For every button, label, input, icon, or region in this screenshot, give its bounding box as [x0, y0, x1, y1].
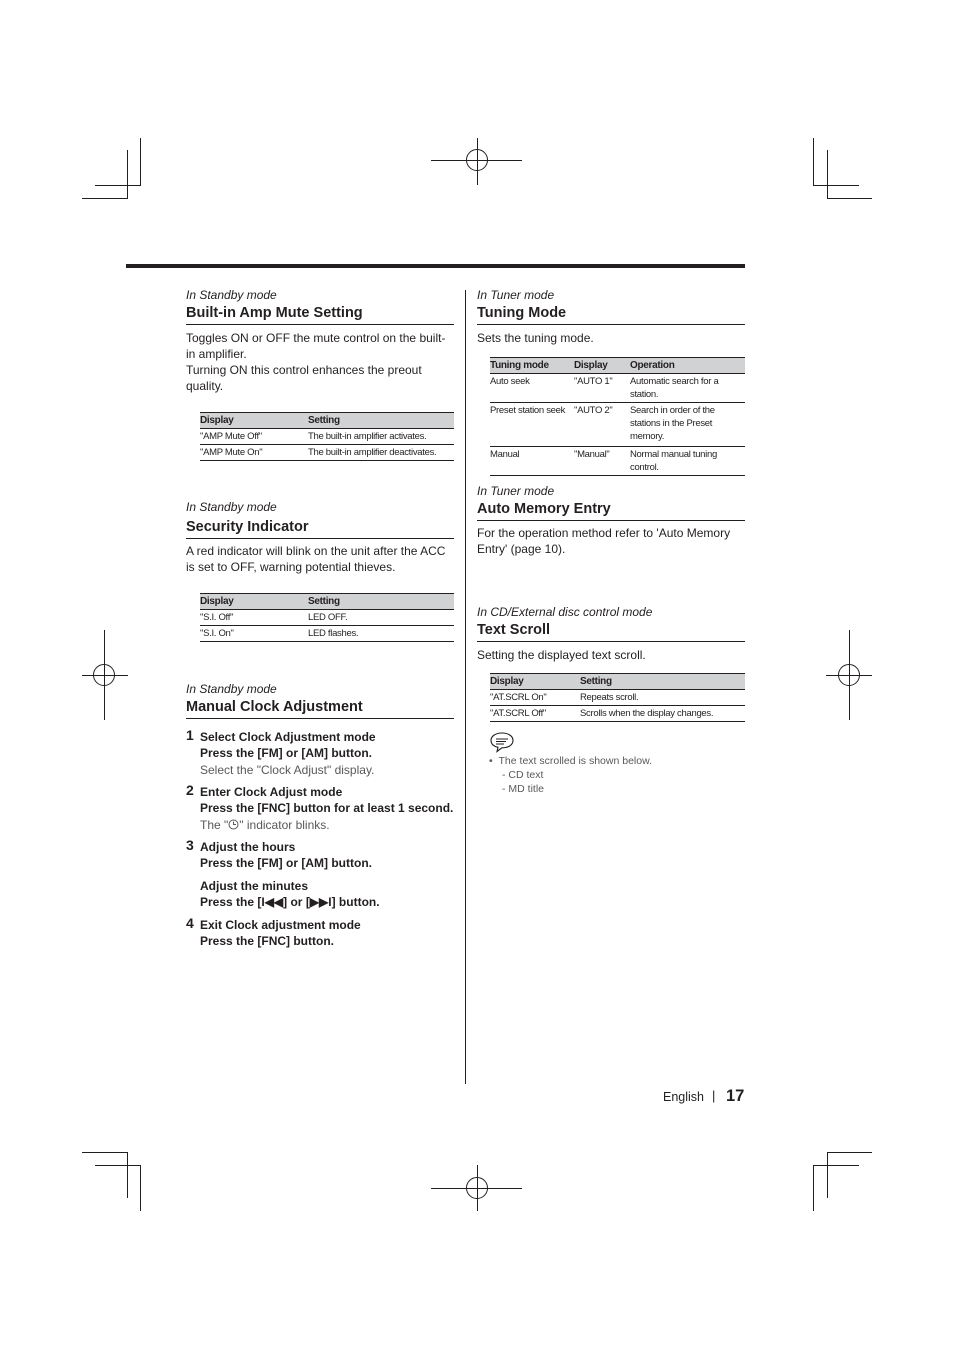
table-cell: "S.I. Off": [200, 610, 308, 626]
section-title: Built-in Amp Mute Setting: [186, 304, 454, 325]
step-action: Press the [FM] or [AM] button.: [200, 746, 372, 760]
section-clock-adjust: [186, 682, 454, 719]
footer-separator: |: [712, 1088, 716, 1103]
note-icon: [489, 731, 515, 753]
step-heading: Enter Clock Adjust mode: [200, 785, 343, 799]
section-description: A red indicator will blink on the unit after the ACC is set to OFF, warning potential thieves.: [186, 544, 446, 574]
table-cell: The built-in amplifier activates.: [308, 429, 454, 445]
amp-mute-table: [200, 412, 454, 461]
table-cell: Auto seek: [490, 374, 574, 403]
column-divider: [465, 290, 466, 1084]
clock-icon: [228, 819, 239, 830]
section-description: For the operation method refer to 'Auto Memory Entry' (page 10).: [477, 526, 731, 556]
table-header: Display: [490, 674, 580, 690]
table-row: [490, 374, 745, 403]
table-cell: "Manual": [574, 447, 630, 476]
table-row: [490, 690, 745, 706]
step-action: Press the [FNC] button for at least 1 second.: [200, 801, 454, 815]
step-1: [200, 729, 454, 778]
step-number: 1: [186, 727, 194, 743]
table-cell: Manual: [490, 447, 574, 476]
step-number: 2: [186, 782, 194, 798]
section-text-scroll: [477, 605, 745, 722]
step-heading: Adjust the hours: [200, 840, 296, 854]
note-subitem: - MD title: [502, 783, 544, 795]
section-auto-memory: [477, 484, 745, 557]
section-title: Security Indicator: [186, 518, 454, 539]
mode-label: In Standby mode: [186, 682, 277, 696]
section-description-2: Turning ON this control enhances the preout quality.: [186, 363, 422, 393]
table-row: [490, 403, 745, 447]
step-heading: Select Clock Adjustment mode: [200, 730, 376, 744]
table-row: [490, 706, 745, 722]
section-title: Text Scroll: [477, 621, 745, 642]
tuning-table: [490, 357, 745, 476]
mode-label: In Standby mode: [186, 500, 277, 514]
section-title: Tuning Mode: [477, 304, 745, 325]
step-note: Select the "Clock Adjust" display.: [200, 763, 375, 777]
table-header: Display: [200, 594, 308, 610]
header-rule: [126, 264, 745, 268]
table-header: Setting: [308, 594, 454, 610]
step-4: [200, 917, 454, 949]
step-action: Press the [FM] or [AM] button.: [200, 856, 372, 870]
table-row: [200, 626, 454, 642]
table-cell: "AMP Mute On": [200, 445, 308, 461]
table-header: Setting: [580, 674, 745, 690]
section-description: Setting the displayed text scroll.: [477, 648, 646, 662]
step-subaction: Press the [I◀◀] or [▶▶I] button.: [200, 895, 380, 909]
table-cell: LED OFF.: [308, 610, 454, 626]
mode-label: In Standby mode: [186, 288, 277, 302]
section-description: Sets the tuning mode.: [477, 331, 594, 345]
bullet-icon: •: [489, 755, 499, 767]
note-list: [489, 754, 745, 796]
table-cell: Search in order of the stations in the Preset memory.: [630, 403, 745, 447]
section-title: Auto Memory Entry: [477, 500, 745, 521]
table-cell: "AT.SCRL Off": [490, 706, 580, 722]
table-cell: Automatic search for a station.: [630, 374, 745, 403]
section-amp-mute: [186, 288, 454, 461]
note-bullet: [489, 754, 745, 768]
step-2: [200, 784, 454, 833]
page-number: 17: [726, 1087, 745, 1105]
step-action: Press the [FNC] button.: [200, 934, 334, 948]
note-text: The text scrolled is shown below.: [498, 755, 653, 767]
mode-label: In Tuner mode: [477, 288, 555, 302]
table-cell: Scrolls when the display changes.: [580, 706, 745, 722]
note-suffix: " indicator blinks.: [239, 818, 330, 832]
table-row: [200, 429, 454, 445]
table-cell: The built-in amplifier deactivates.: [308, 445, 454, 461]
step-number: 3: [186, 837, 194, 853]
table-row: [490, 447, 745, 476]
table-cell: Repeats scroll.: [580, 690, 745, 706]
table-cell: "AUTO 2": [574, 403, 630, 447]
footer-language: English: [663, 1090, 704, 1104]
section-security-indicator: [186, 500, 454, 642]
table-header: Display: [200, 413, 308, 429]
step-heading: Exit Clock adjustment mode: [200, 918, 361, 932]
note-prefix: The ": [200, 818, 229, 832]
table-cell: "AMP Mute Off": [200, 429, 308, 445]
section-title: Manual Clock Adjustment: [186, 698, 454, 719]
note-subitem: - CD text: [502, 769, 544, 781]
table-header: Tuning mode: [490, 358, 574, 374]
table-cell: "S.I. On": [200, 626, 308, 642]
text-scroll-table: [490, 673, 745, 722]
mode-label: In CD/External disc control mode: [477, 605, 653, 619]
step-note: [200, 817, 454, 833]
table-header: Operation: [630, 358, 745, 374]
section-description: Toggles ON or OFF the mute control on the built-in amplifier.: [186, 331, 446, 361]
table-header: Setting: [308, 413, 454, 429]
step-number: 4: [186, 915, 194, 931]
table-cell: LED flashes.: [308, 626, 454, 642]
section-tuning-mode: [477, 288, 745, 476]
table-cell: "AUTO 1": [574, 374, 630, 403]
table-cell: "AT.SCRL On": [490, 690, 580, 706]
mode-label: In Tuner mode: [477, 484, 555, 498]
table-row: [200, 610, 454, 626]
table-header: Display: [574, 358, 630, 374]
table-row: [200, 445, 454, 461]
step-subheading: Adjust the minutes: [200, 879, 309, 893]
security-table: [200, 593, 454, 642]
table-cell: Preset station seek: [490, 403, 574, 447]
table-cell: Normal manual tuning control.: [630, 447, 745, 476]
step-3: [200, 839, 454, 910]
